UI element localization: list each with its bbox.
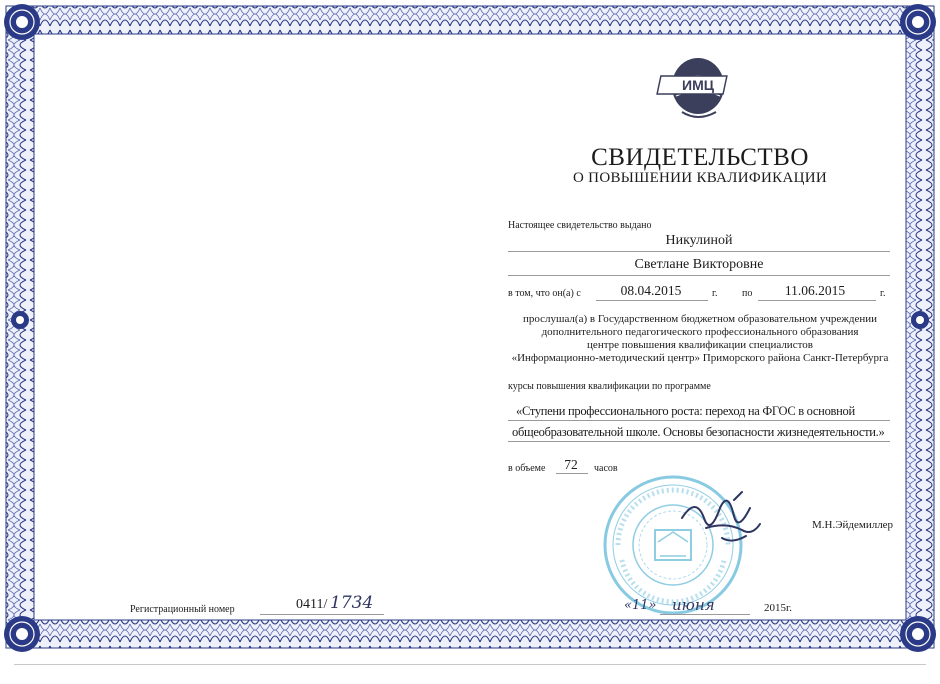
program-underline-1 bbox=[508, 420, 890, 421]
corner-rosette-icon bbox=[900, 4, 936, 40]
signatory-name: М.Н.Эйдемиллер bbox=[812, 519, 894, 531]
period-prefix: в том, что он(а) с bbox=[508, 288, 581, 299]
signature-icon bbox=[676, 488, 766, 548]
issue-month-handwritten: июня bbox=[672, 596, 715, 614]
border-left bbox=[6, 26, 34, 638]
certificate-title: СВИДЕТЕЛЬСТВО bbox=[591, 144, 809, 171]
given-names-underline bbox=[508, 275, 890, 276]
recipient-given-names: Светлане Викторовне bbox=[634, 257, 764, 272]
corner-rosette-icon bbox=[4, 616, 40, 652]
registration-underline bbox=[260, 614, 384, 615]
start-date: 08.04.2015 bbox=[620, 283, 682, 298]
imc-logo-icon bbox=[656, 52, 742, 124]
institution-line-2: дополнительного педагогического профессионального образования bbox=[541, 326, 859, 338]
corner-rosette-icon bbox=[900, 616, 936, 652]
registration-number: 0411/ bbox=[296, 597, 328, 612]
logo-text: ИМЦ bbox=[682, 77, 714, 93]
volume-underline bbox=[556, 473, 588, 474]
issue-day: «11» bbox=[624, 598, 657, 613]
border-right bbox=[906, 26, 934, 638]
institution-line-3: центре повышения квалификации специалистов bbox=[587, 339, 813, 351]
program-line-2: общеобразовательной школе. Основы безопасности жизнедеятельности.» bbox=[512, 425, 885, 439]
border-bottom bbox=[26, 620, 914, 648]
surname-underline bbox=[508, 251, 890, 252]
corner-rosette-icon bbox=[4, 4, 40, 40]
recipient-surname: Никулиной bbox=[665, 233, 733, 248]
border-top bbox=[26, 6, 914, 34]
issue-year: 2015г. bbox=[764, 602, 793, 614]
volume-hours: 72 bbox=[564, 457, 578, 472]
issued-label: Настоящее свидетельство выдано bbox=[508, 220, 652, 231]
year-suffix-2: г. bbox=[880, 288, 886, 299]
issue-month-underline bbox=[660, 614, 750, 615]
scan-edge-line bbox=[14, 664, 926, 665]
institution-line-4: «Информационно-методический центр» Приморского района Санкт-Петербурга bbox=[511, 352, 889, 364]
program-line-1: «Ступени профессионального роста: переход на ФГОС в основной bbox=[516, 404, 855, 418]
to-label: по bbox=[742, 288, 753, 299]
start-date-underline bbox=[596, 300, 708, 301]
volume-prefix: в объеме bbox=[508, 463, 546, 474]
end-date-underline bbox=[758, 300, 876, 301]
registration-label: Регистрационный номер bbox=[130, 604, 235, 615]
registration-number-handwritten: 1734 bbox=[330, 593, 374, 613]
certificate-subtitle: О ПОВЫШЕНИИ КВАЛИФИКАЦИИ bbox=[573, 170, 827, 186]
volume-suffix: часов bbox=[594, 463, 618, 474]
year-suffix-1: г. bbox=[712, 288, 718, 299]
program-underline-2 bbox=[508, 441, 890, 442]
end-date: 11.06.2015 bbox=[784, 283, 846, 298]
institution-line-1: прослушал(а) в Государственном бюджетном образовательном учреждении bbox=[522, 313, 878, 325]
program-label: курсы повышения квалификации по программе bbox=[508, 381, 711, 392]
